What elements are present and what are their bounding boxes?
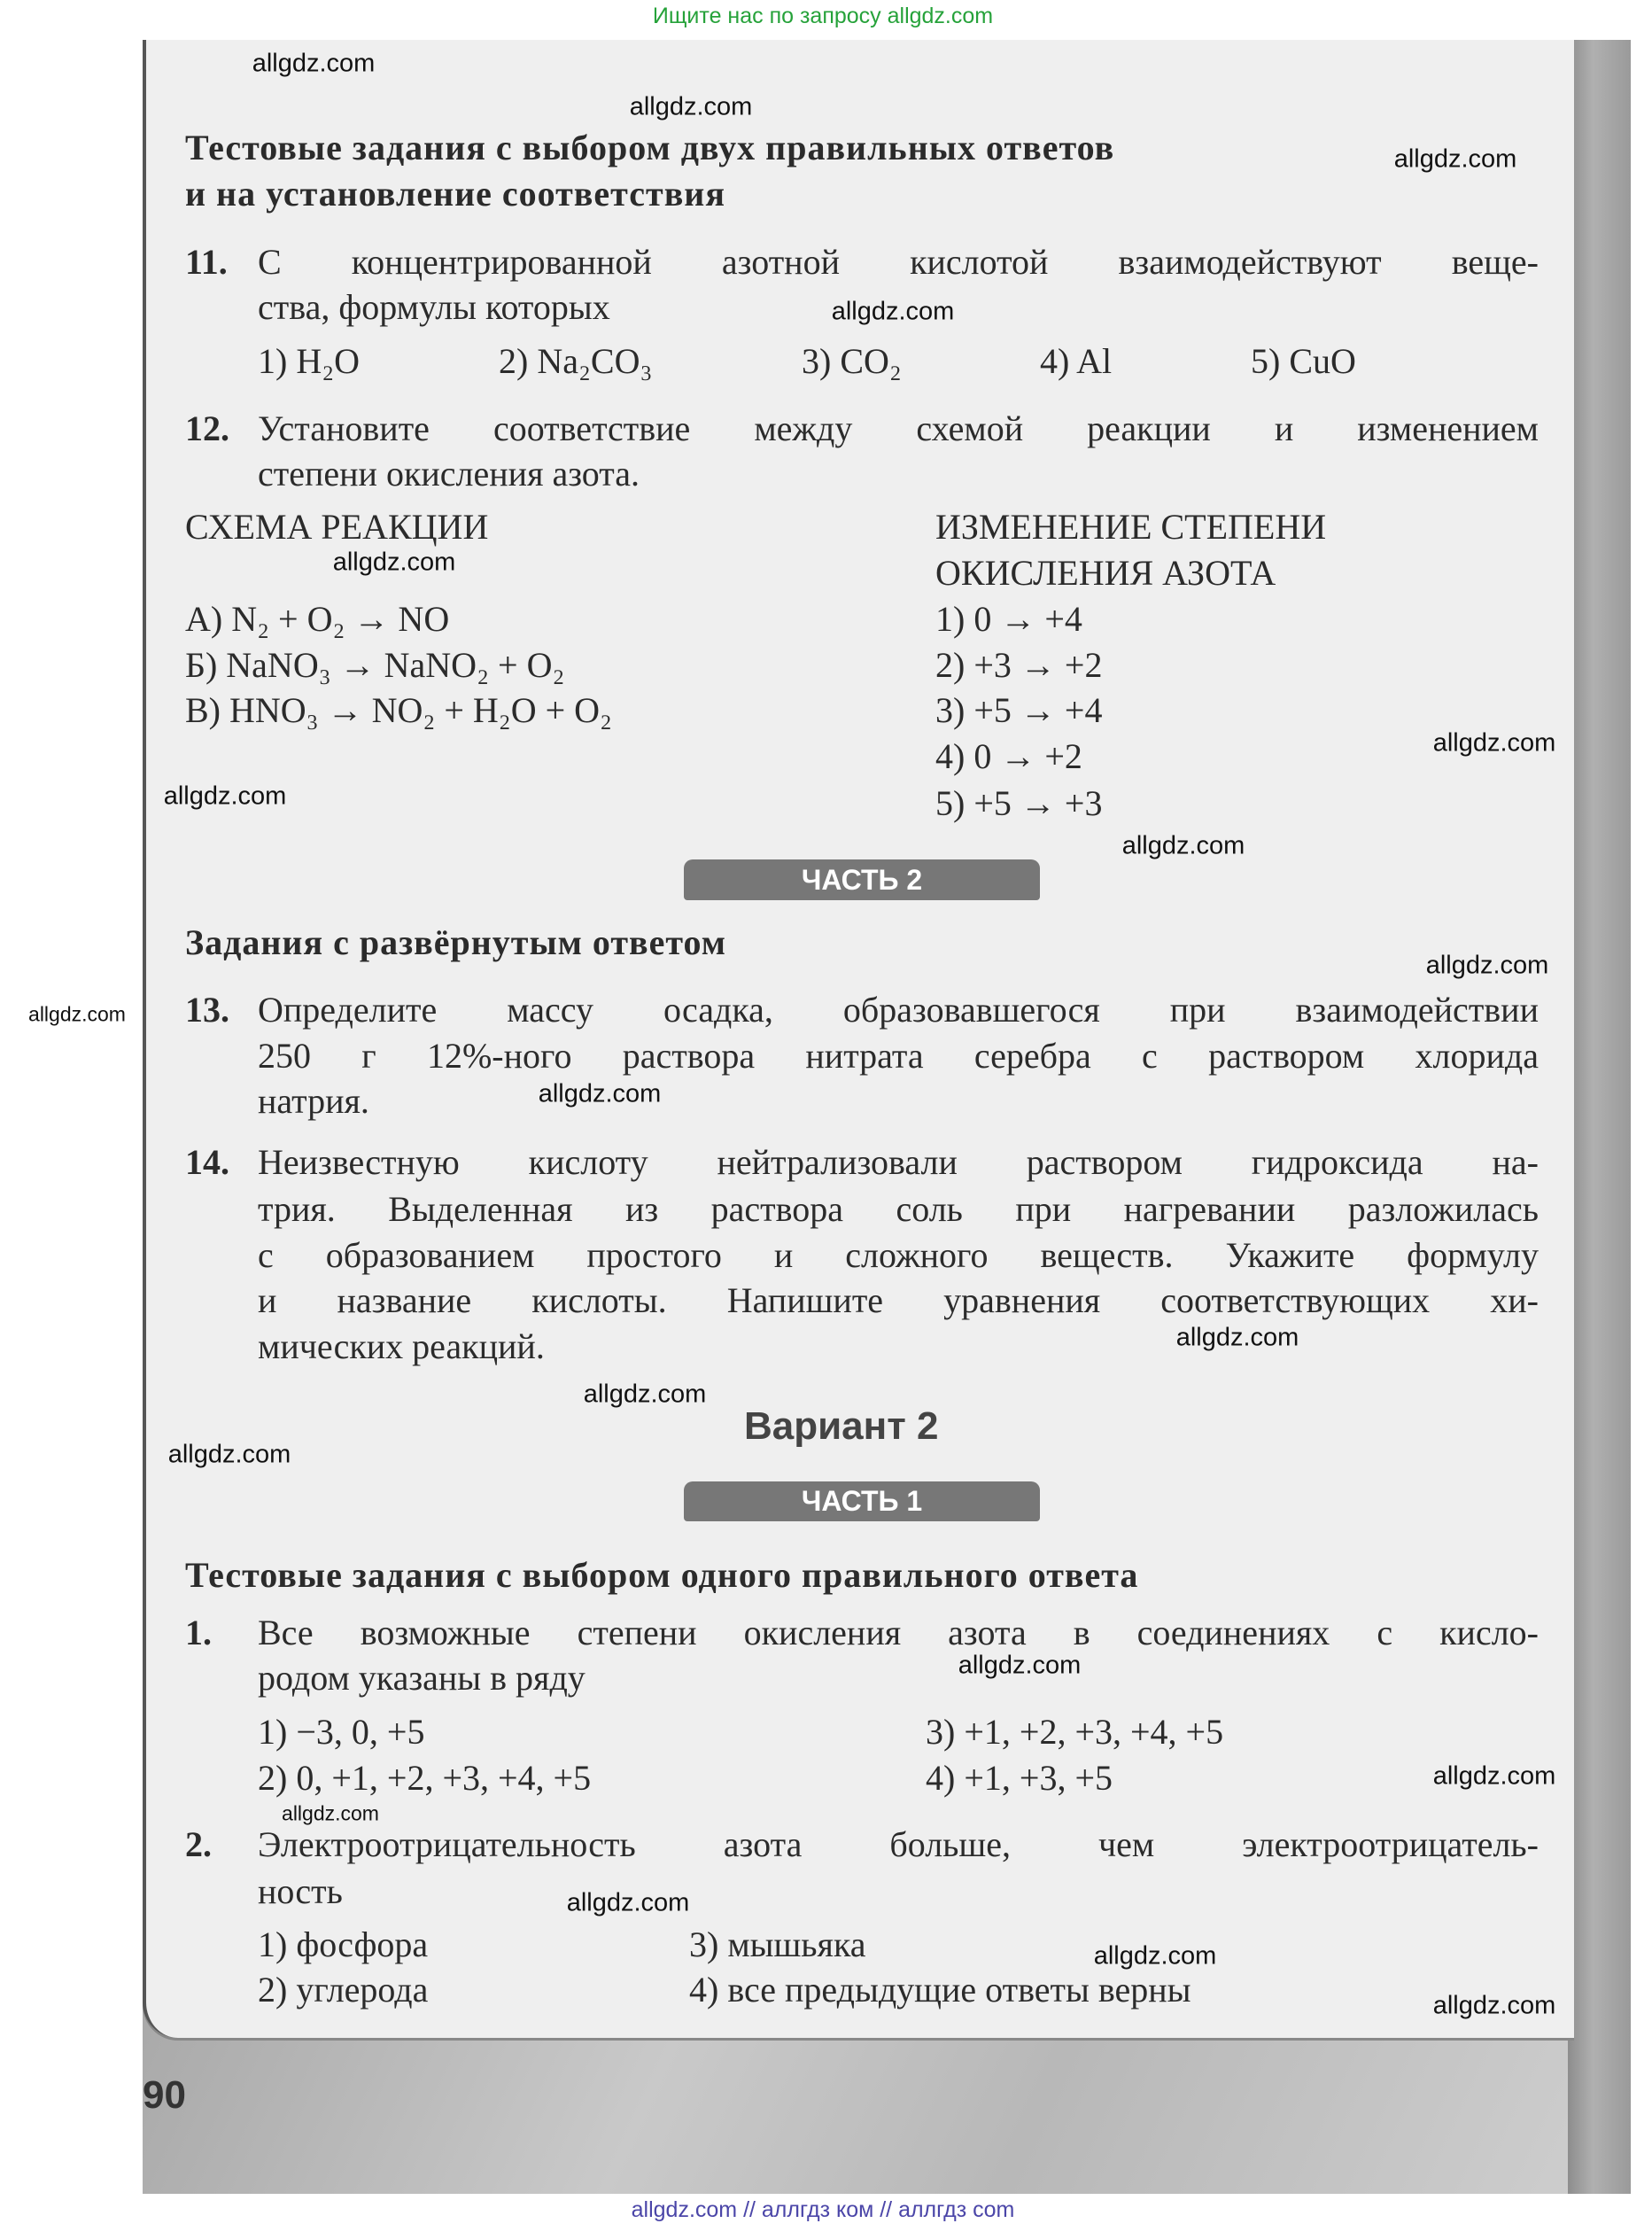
- answer-option: 4) Al: [1040, 341, 1113, 381]
- watermark: allgdz.com: [1432, 728, 1556, 758]
- question-number: 1.: [185, 1613, 212, 1652]
- answer-option: 3) CO₂: [802, 341, 902, 381]
- answer-option: 2) 0, +1, +2, +3, +4, +5: [258, 1758, 592, 1798]
- watermark: allgdz.com: [1393, 144, 1517, 174]
- watermark: allgdz.com: [1121, 831, 1245, 860]
- section-heading: Тестовые задания с выбором двух правильных ответов: [185, 128, 1115, 167]
- oxidation-change: 1) 0 → +4: [935, 599, 1082, 639]
- answer-option: 4) +1, +3, +5: [926, 1758, 1113, 1798]
- part-1-banner: ЧАСТЬ 1: [684, 1481, 1040, 1521]
- watermark: allgdz.com: [629, 92, 753, 121]
- search-hint-banner: Ищите нас по запросу allgdz.com: [652, 4, 994, 28]
- question-text: ства, формулы которых: [258, 287, 610, 327]
- reaction-scheme: Б) NaNO₃ → NaNO₂ + O₂: [185, 645, 565, 685]
- column-header-change: ИЗМЕНЕНИЕ СТЕПЕНИ: [935, 507, 1327, 547]
- answer-option: 1) −3, 0, +5: [258, 1712, 425, 1752]
- question-text: ность: [258, 1871, 343, 1911]
- oxidation-change: 2) +3 → +2: [935, 645, 1103, 685]
- question-number: 11.: [185, 242, 228, 282]
- reaction-scheme: В) HNO₃ → NO₂ + H₂O + O₂: [185, 690, 612, 730]
- answer-option: 3) мышьяка: [689, 1924, 866, 1964]
- answer-option: 2) углерода: [258, 1970, 429, 2010]
- oxidation-change: 5) +5 → +3: [935, 783, 1103, 823]
- watermark: allgdz.com: [282, 1801, 379, 1825]
- question-text: с образованием простого и сложного веществ. Укажите формулу: [258, 1235, 1539, 1275]
- footer-links: allgdz.com // аллгдз ком // аллгдз com: [631, 2197, 1015, 2222]
- question-number: 2.: [185, 1824, 212, 1864]
- section-heading: и на установление соответствия: [185, 174, 725, 214]
- question-text: и название кислоты. Напишите уравнения соответствующих хи-: [258, 1280, 1539, 1320]
- watermark: allgdz.com: [1175, 1323, 1299, 1352]
- watermark: allgdz.com: [566, 1888, 690, 1917]
- watermark: allgdz.com: [1432, 1991, 1556, 2020]
- question-text: Определите массу осадка, образовавшегося при взаимодействии: [258, 990, 1539, 1030]
- watermark: allgdz.com: [958, 1651, 1082, 1680]
- section-heading: Задания с развёрнутым ответом: [185, 922, 727, 962]
- question-text: мических реакций.: [258, 1326, 545, 1366]
- watermark: allgdz.com: [831, 297, 955, 326]
- answer-option: 1) H₂O: [258, 341, 361, 381]
- question-text: степени окисления азота.: [258, 454, 640, 494]
- variant-title: Вариант 2: [744, 1404, 939, 1448]
- question-text: Установите соответствие между схемой реакции и изменением: [258, 408, 1539, 448]
- watermark: allgdz.com: [252, 49, 376, 78]
- reaction-scheme: А) N₂ + O₂ → NO: [185, 599, 450, 639]
- question-number: 14.: [185, 1142, 229, 1182]
- question-number: 13.: [185, 990, 229, 1030]
- question-text: 250 г 12%-ного раствора нитрата серебра с раствором хлорида: [258, 1036, 1539, 1076]
- question-text: Неизвестную кислоту нейтрализовали раствором гидроксида на-: [258, 1142, 1539, 1182]
- part-2-banner: ЧАСТЬ 2: [684, 859, 1040, 900]
- watermark: allgdz.com: [167, 1440, 291, 1469]
- question-text: родом указаны в ряду: [258, 1658, 586, 1698]
- watermark: allgdz.com: [163, 781, 287, 811]
- watermark: allgdz.com: [1425, 951, 1549, 980]
- answer-option: 1) фосфора: [258, 1924, 429, 1964]
- answer-option: 2) Na₂CO₃: [499, 341, 653, 381]
- watermark: allgdz.com: [28, 1002, 126, 1026]
- answer-option: 3) +1, +2, +3, +4, +5: [926, 1712, 1224, 1752]
- watermark: allgdz.com: [538, 1079, 662, 1108]
- column-header-change: ОКИСЛЕНИЯ АЗОТА: [935, 553, 1276, 593]
- watermark: allgdz.com: [332, 548, 456, 577]
- answer-option: 5) CuO: [1251, 341, 1356, 381]
- question-number: 12.: [185, 408, 229, 448]
- oxidation-change: 3) +5 → +4: [935, 690, 1103, 730]
- watermark: allgdz.com: [1093, 1941, 1217, 1971]
- answer-option: 4) все предыдущие ответы верны: [689, 1970, 1191, 2010]
- question-text: С концентрированной азотной кислотой взаимодействуют веще-: [258, 242, 1539, 282]
- watermark: allgdz.com: [583, 1380, 707, 1409]
- column-header-scheme: СХЕМА РЕАКЦИИ: [185, 507, 489, 547]
- question-text: Электроотрицательность азота больше, чем электроотрицатель-: [258, 1824, 1539, 1864]
- watermark: allgdz.com: [1432, 1761, 1556, 1791]
- question-text: трия. Выделенная из раствора соль при нагревании разложилась: [258, 1189, 1539, 1229]
- page-number: 90: [143, 2073, 186, 2117]
- question-text: натрия.: [258, 1081, 369, 1121]
- section-heading: Тестовые задания с выбором одного правильного ответа: [185, 1555, 1139, 1595]
- oxidation-change: 4) 0 → +2: [935, 736, 1082, 776]
- question-text: Все возможные степени окисления азота в соединениях с кисло-: [258, 1613, 1539, 1652]
- book-spine-edge: [1568, 40, 1631, 2194]
